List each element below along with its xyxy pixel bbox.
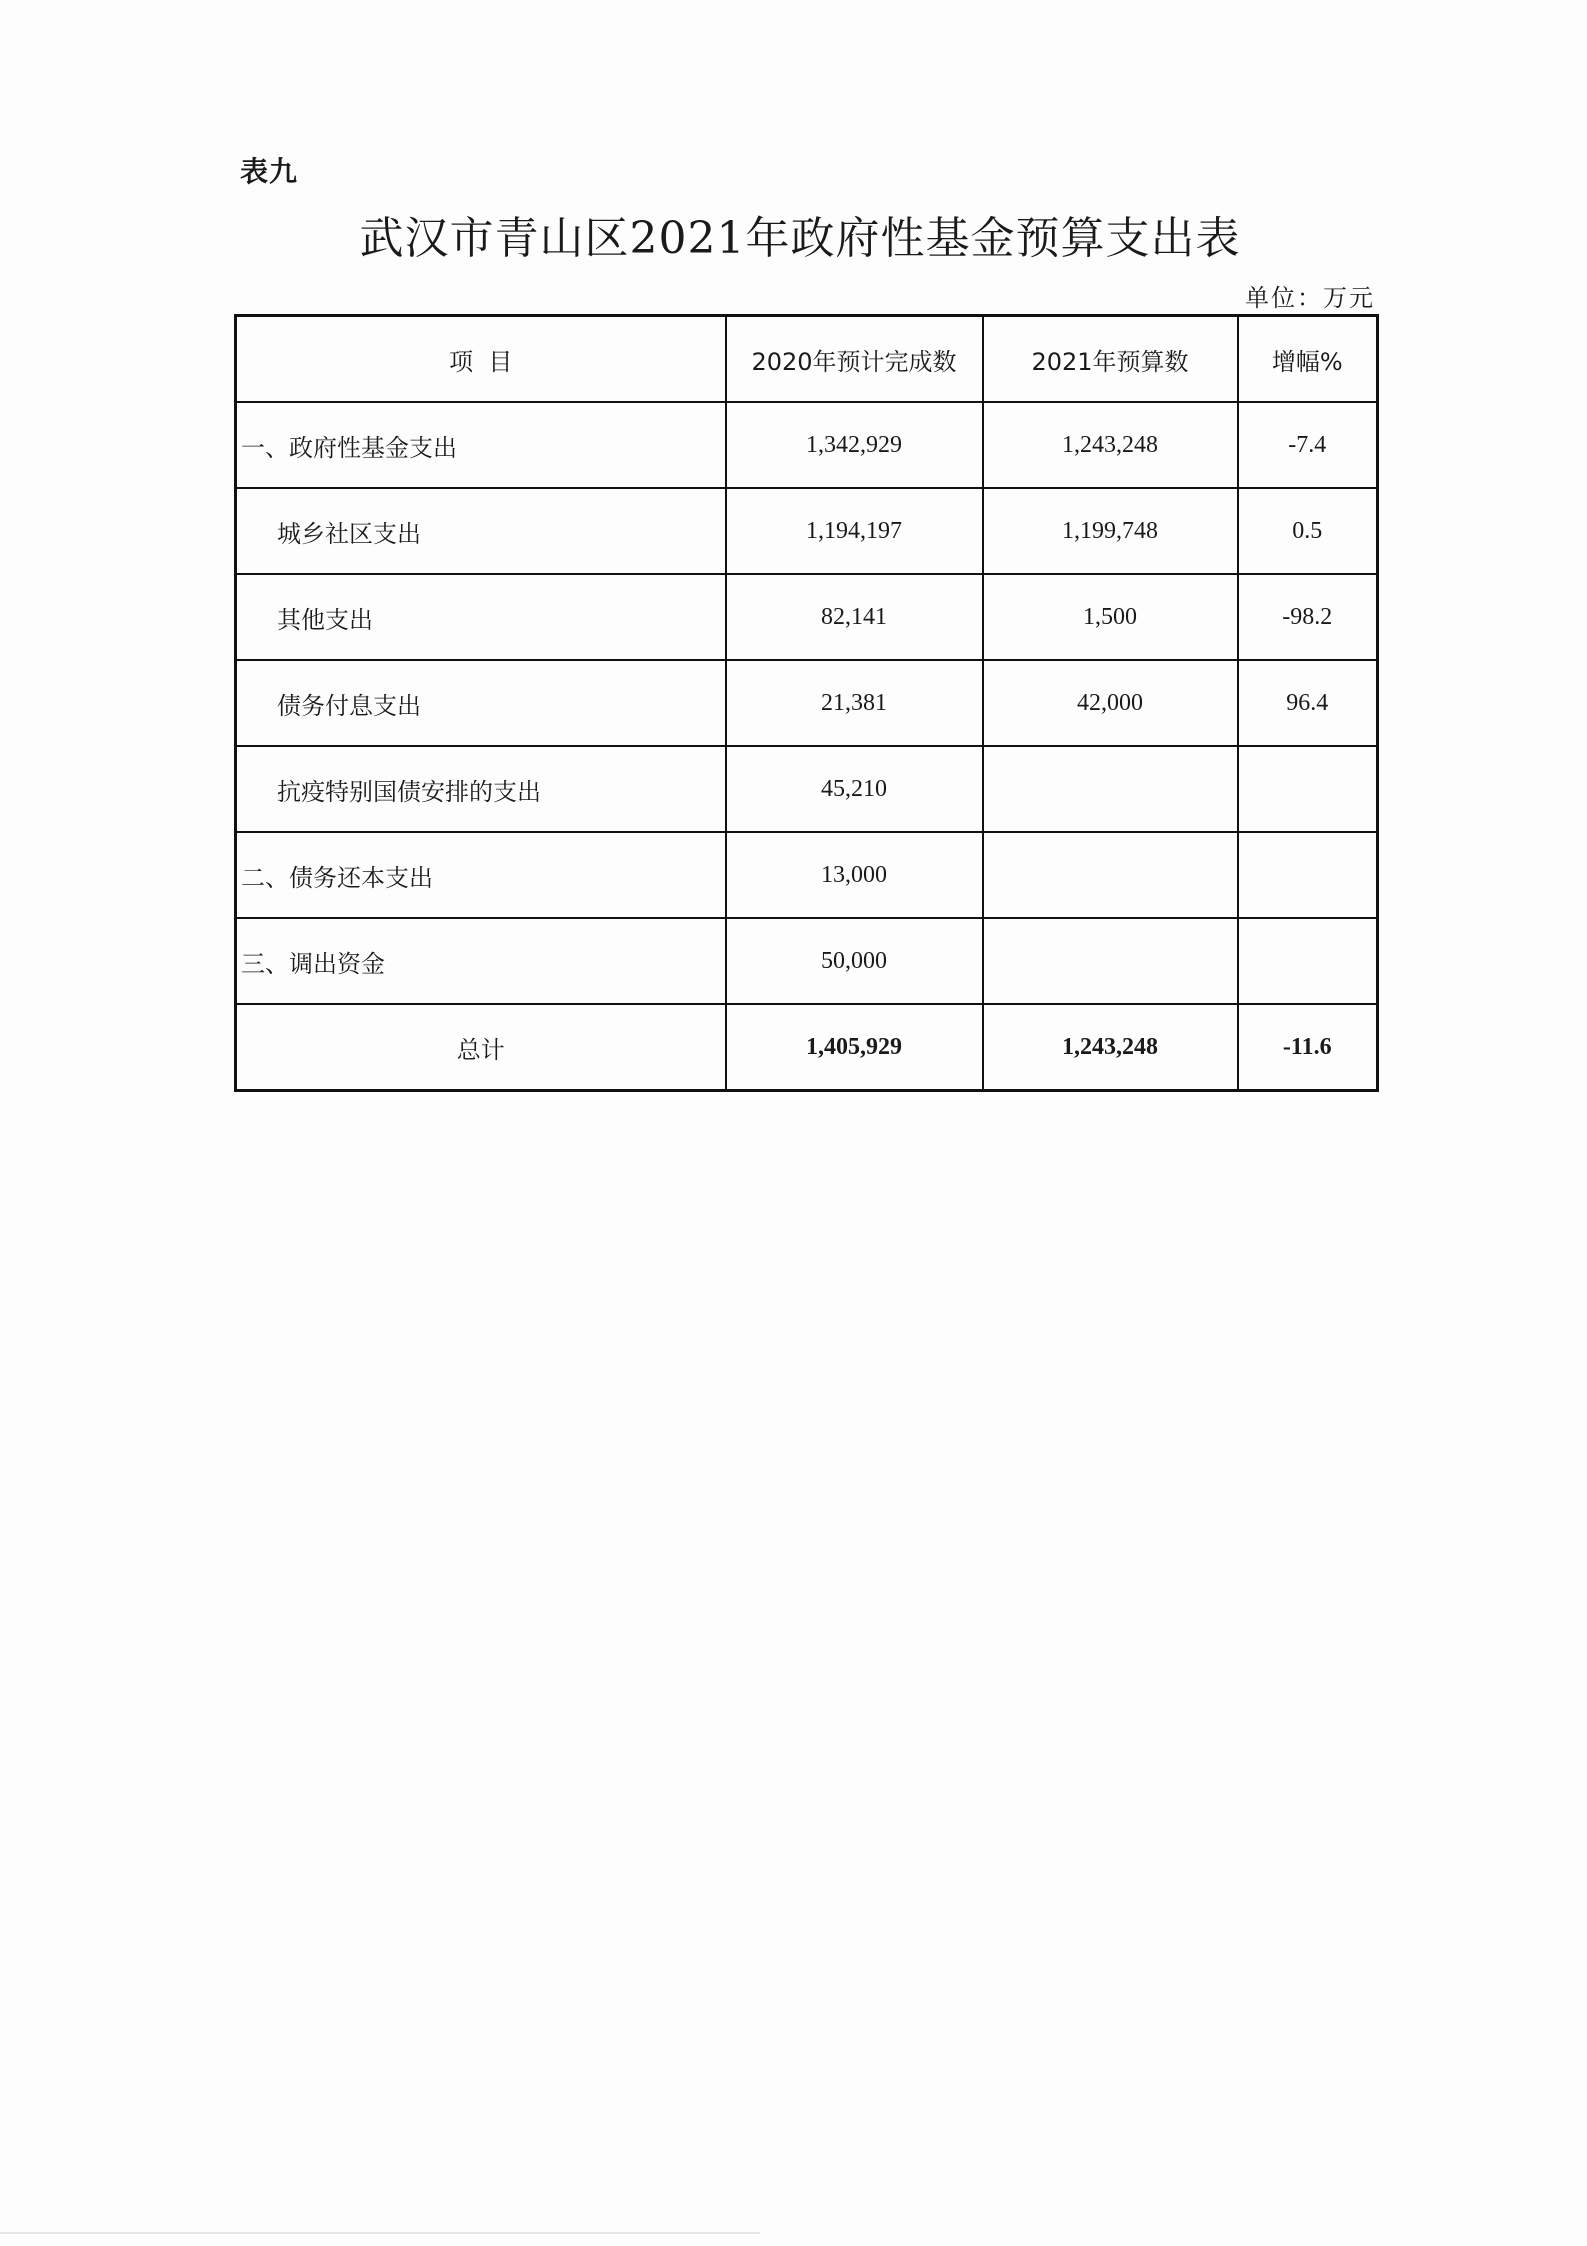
row-growth: 0.5 [1238, 488, 1378, 574]
row-item: 三、调出资金 [236, 918, 726, 1004]
row-2021-budget: 1,243,248 [983, 402, 1238, 488]
row-growth: 96.4 [1238, 660, 1378, 746]
table-header-row [236, 316, 1378, 403]
row-2021-budget [983, 918, 1238, 1004]
unit-label: 单位：万元 [1245, 284, 1375, 312]
budget-table [234, 314, 1379, 1092]
table-row [236, 918, 1378, 1004]
row-2021-budget: 1,199,748 [983, 488, 1238, 574]
row-2021-budget [983, 832, 1238, 918]
row-growth [1238, 918, 1378, 1004]
header-2020-estimate: 2020年预计完成数 [726, 316, 983, 403]
row-2020-estimate: 50,000 [726, 918, 983, 1004]
row-item: 其他支出 [236, 574, 726, 660]
table-row [236, 660, 1378, 746]
row-growth: -98.2 [1238, 574, 1378, 660]
row-item: 一、政府性基金支出 [236, 402, 726, 488]
header-growth: 增幅% [1238, 316, 1378, 403]
row-item: 抗疫特别国债安排的支出 [236, 746, 726, 832]
row-2020-estimate: 82,141 [726, 574, 983, 660]
row-item: 债务付息支出 [236, 660, 726, 746]
total-2020-estimate: 1,405,929 [726, 1004, 983, 1091]
table-row [236, 488, 1378, 574]
row-2020-estimate: 13,000 [726, 832, 983, 918]
row-item: 二、债务还本支出 [236, 832, 726, 918]
header-2021-budget: 2021年预算数 [983, 316, 1238, 403]
total-row [236, 1004, 1378, 1091]
total-label: 总计 [236, 1004, 726, 1091]
table-row [236, 574, 1378, 660]
row-growth: -7.4 [1238, 402, 1378, 488]
table-row [236, 402, 1378, 488]
total-2021-budget: 1,243,248 [983, 1004, 1238, 1091]
document-title: 武汉市青山区2021年政府性基金预算支出表 [359, 213, 1241, 264]
row-2021-budget [983, 746, 1238, 832]
row-2021-budget: 42,000 [983, 660, 1238, 746]
row-2020-estimate: 21,381 [726, 660, 983, 746]
row-2020-estimate: 45,210 [726, 746, 983, 832]
total-growth: -11.6 [1238, 1004, 1378, 1091]
header-item: 项 目 [236, 316, 726, 403]
table-label: 表九 [240, 155, 299, 188]
table-row [236, 746, 1378, 832]
row-growth [1238, 746, 1378, 832]
row-growth [1238, 832, 1378, 918]
row-2021-budget: 1,500 [983, 574, 1238, 660]
scan-edge-line [0, 2232, 760, 2234]
row-2020-estimate: 1,194,197 [726, 488, 983, 574]
row-2020-estimate: 1,342,929 [726, 402, 983, 488]
table-row [236, 832, 1378, 918]
row-item: 城乡社区支出 [236, 488, 726, 574]
